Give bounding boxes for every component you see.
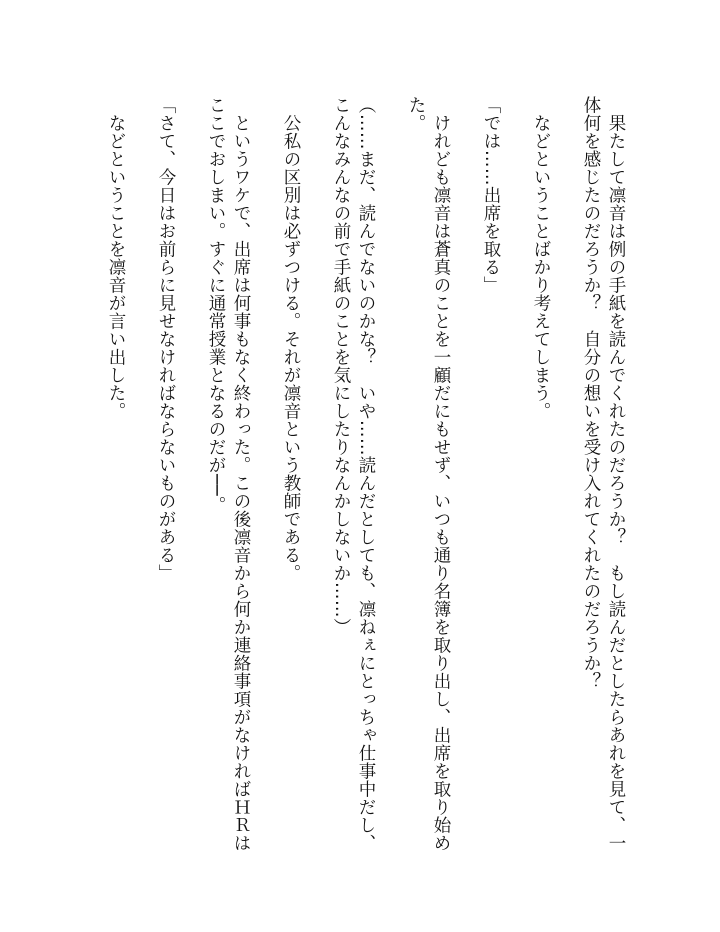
paragraph-thought: （……まだ、読んでないのかな？ いや……読んだとしても、凛ねぇにとっちゃ仕事中だし、こんなみんなの前で手紙のことを気にしたりなんかしないか……） bbox=[331, 96, 376, 852]
paragraph-narration: などということを凛音が言い出した。 bbox=[106, 113, 126, 420]
paragraph-dialogue: 「では……出席を取る」 bbox=[481, 96, 501, 294]
paragraph-narration: などということばかり考えてしまう。 bbox=[531, 113, 551, 420]
vertical-text-body bbox=[103, 96, 628, 856]
paragraph-narration: 公私の区別は必ずつける。それが凛音という教師である。 bbox=[281, 113, 301, 582]
paragraph-narration: けれども凛音は蒼真のことを一顧だにもせず、いつも通り名簿を取り出し、出席を取り始めた。 bbox=[406, 96, 451, 852]
paragraph-narration: 果たして凛音は例の手紙を読んでくれたのだろうか？ もし読んだとしたらあれを見て、一体何を感じたのだろうか？ 自分の想いを受け入れてくれたのだろうか？ bbox=[581, 96, 626, 852]
paragraph-narration: というワケで、出席は何事もなく終わった。この後凛音から何か連絡事項がなければＨＲはここでおしまい。すぐに通常授業となるのだが──。 bbox=[206, 96, 251, 852]
paragraph-dialogue: 「さて、今日はお前らに見せなければならないものがある」 bbox=[156, 96, 176, 582]
